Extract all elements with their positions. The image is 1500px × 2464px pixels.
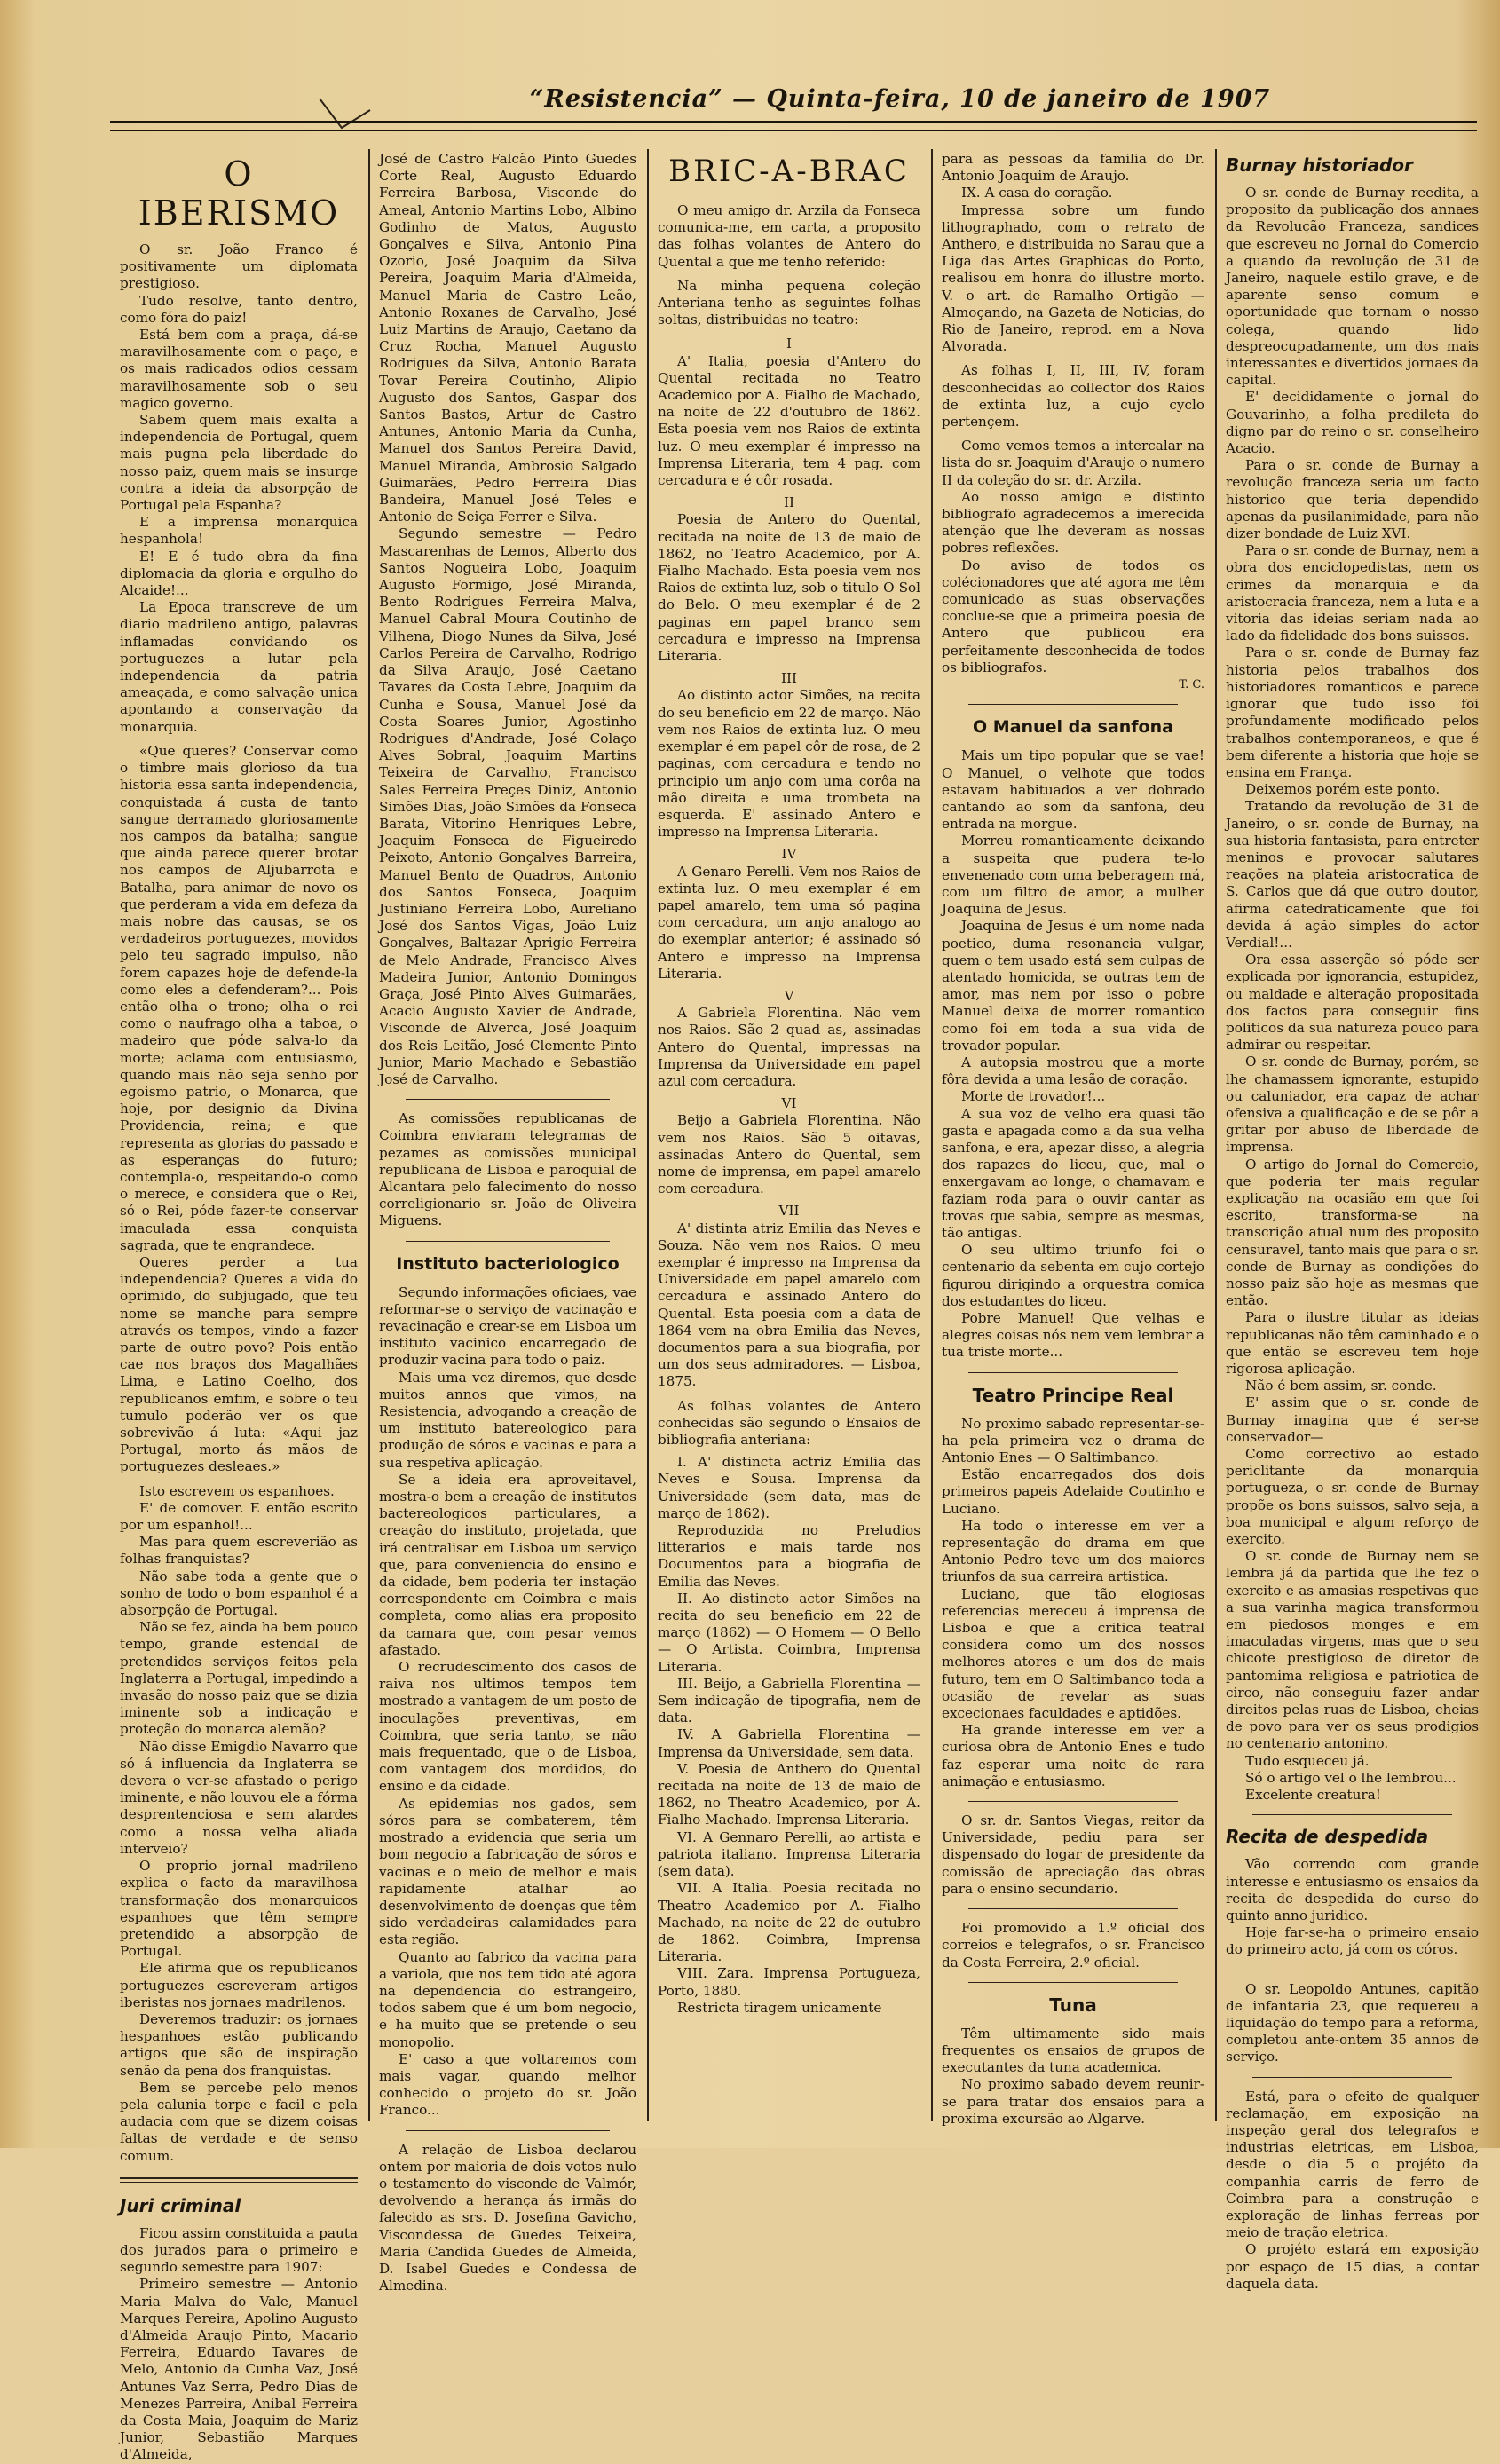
article-heading-juri: Juri criminal xyxy=(120,2194,241,2216)
paragraph: Para o sr. conde de Burnay a revolução franceza seria um facto historico que teria dependido apenas da pusilanimidade, para não dizer bondade de Luiz XVI. xyxy=(1226,457,1479,542)
paragraph: Segundo informações oficiaes, vae reformar-se o serviço de vacinação e revacinação e crear-se em Lisboa um instituto vacinico encarregado de produzir vacina para todo o paiz. xyxy=(379,1283,636,1369)
roman-numeral: VII xyxy=(778,1203,800,1220)
paragraph: Mas para quem escreverião as folhas franquistas? xyxy=(120,1534,358,1568)
section-divider xyxy=(968,704,1178,705)
list-item: Reproduzida no Preludios litterarios e mais tarde nos Documentos para a biografia de Emilia das Neves. xyxy=(658,1522,920,1590)
column-3 xyxy=(658,151,920,2121)
paragraph: Quanto ao fabrico da vacina para a variola, que nos tem tido até agora na dependencia do estrangeiro, todos sabem que é um bom negocio, e ha muito que se pretende o seu monopolio. xyxy=(379,1948,636,2050)
paragraph: Morte de trovador!... xyxy=(961,1088,1106,1105)
paragraph: Se a ideia era aproveitavel, mostra-o bem a creação de institutos bactereologicos particulares, a creação do instituto, projetada, que irá centralisar em Lisboa um serviço que, para conveniencia do ensino e da cidade, bem poderia ter instação correspondente em Coimbra e mais completa, como alias era proposito da camara que, com pesar vemos afastado. xyxy=(379,1471,636,1658)
roman-numeral: III xyxy=(781,670,797,687)
paragraph: E' caso a que voltaremos com mais vagar, quando melhor conhecido o projeto do sr. João Franco... xyxy=(379,2050,636,2119)
column-divider xyxy=(368,149,370,2121)
list-item: VIII. Zara. Imprensa Portugueza, Porto, 1880. xyxy=(658,1965,920,1999)
paragraph: O artigo do Jornal do Comercio, que poderia ter mais regular explicação na ocasião em que foi escrito, transforma-se na transcrição atual num des proposito censuravel, tanto mais que para o sr. conde de Burnay as condições do nosso paiz são hoje as mesmas que então. xyxy=(1226,1156,1479,1309)
paragraph: Ele afirma que os republicanos portuguezes escreveram artigos iberistas nos jornaes madrilenos. xyxy=(120,1960,358,2010)
paragraph: Isto escrevem os espanhoes. xyxy=(139,1482,335,1499)
roman-numeral: V xyxy=(784,987,794,1004)
paragraph: Como vemos temos a intercalar na lista do sr. Joaquim d'Araujo o numero II da coleção do sr. dr. Arzila. xyxy=(942,438,1204,488)
paragraph: O seu ultimo triunfo foi o centenario da sebenta em cujo cortejo figurou dirigindo a orquestra comica dos estudantes do liceu. xyxy=(942,1242,1204,1309)
paragraph: José de Castro Falcão Pinto Guedes Corte Real, Augusto Eduardo Ferreira Barbosa, Visconde do Ameal, Antonio Martins Lobo, Albino Godinho de Matos, Augusto Gonçalves e Silva, Antonio Pina Ozorio, José Joaquim da Silva Pereira, Joaquim Maria d'Almeida, Manuel Maria de Castro Leão, Antonio Roxanes de Carvalho, José Luiz Martins de Araujo, Caetano da Cruz Rocha, Manuel Augusto Rodrigues da Silva, Antonio Barata Tovar Pereira Coutinho, Alipio Augusto dos Santos, Gaspar dos Santos Bastos, Artur de Castro Antunes, Antonio Maria da Cunha, Manuel dos Santos Pereira David, Manuel Miranda, Ambrosio Salgado Guimarães, Pedro Ferreira Dias Bandeira, Manuel José Teles e Antonio de Seiça Ferrer e Silva. xyxy=(379,151,636,525)
paragraph: Está, para o efeito de qualquer reclamação, em exposição na inspeção geral dos telegrafos e industrias eletricas, em Lisboa, desde o dia 5 o projéto da companhia carris de ferro de Coimbra para a construção e exploração de linhas ferreas por meio de tração eletrica. xyxy=(1226,2088,1479,2241)
article-heading-teatro: Teatro Principe Real xyxy=(972,1384,1174,1406)
paragraph: Tratando da revolução de 31 de Janeiro, o sr. conde de Burnay, na sua historia fantasista, para entreter meninos e provocar salutares reações na plateia aristocratica de S. Carlos que dá que outro doutor, afirma catedraticamente que foi devida á ação simples do actor Verdial!... xyxy=(1226,798,1479,951)
list-item: II. Ao distincto actor Simões na recita do seu beneficio em 22 de março (1862) — O Homem — O Bello — O Artista. Coimbra, Imprensa Literaria. xyxy=(658,1590,920,1675)
paragraph: As folhas volantes de Antero conhecidas são segundo o Ensaios de bibliografia anteriana: xyxy=(658,1397,920,1449)
section-divider xyxy=(1252,2077,1452,2078)
paragraph: A autopsia mostrou que a morte fôra devida a uma lesão de coração. xyxy=(942,1054,1204,1088)
paragraph: Para o sr. conde de Burnay faz historia pelos trabalhos dos historiadores romanticos e parece ignorar que tudo isso foi profundamente modificado pelos trabalhos contemporaneos, e que é bem diferente a historia que hoje se ensina em França. xyxy=(1226,644,1479,780)
article-heading-bric-a-brac: BRIC-A-BRAC xyxy=(668,154,910,189)
paragraph: Morreu romanticamente deixando a suspeita que pudera te-lo envenenado com uma beberagem má, com um filtro de amor, a mulher Joaquina de Jesus. xyxy=(942,833,1204,918)
paragraph: O sr. conde de Burnay, porém, se lhe chamassem ignorante, estupido ou caluniador, era capaz de achar ofensiva a qualificação e de se pôr a gritar por abuso de liberdade de imprensa. xyxy=(1226,1054,1479,1156)
paragraph: «Que queres? Conservar como o timbre mais glorioso da tua historia essa santa independencia, conquistada á custa de tanto sangue derramado gloriosamente nos campos da batalha; sangue que ainda parece querer brotar nos campos de Aljubarrota e Batalha, para animar de novo os que perderam a vida em defeza da mais nobre das causas, se os verdadeiros portuguezes, movidos pelo teu sagrado impulso, não forem capazes hoje de defende-la como eles a defenderam?... Pois então olha o trono; olha o rei como o naufrago olha a taboa, o madeiro que póde salva-lo da morte; aclama com entusiasmo, quando mais não seja senho por egoismo patrio, o Monarca, que hoje, por designio da Divina Providencia, reina; e que representa as glorias do passado e as esperanças do futuro; contempla-o, respeitando-o como o merece, e considera que o Rei, só o Rei, póde fazer-te conservar imaculada essa conquista sagrada, que te engrandece. xyxy=(120,742,358,1253)
paragraph: Ficou assim constituida a pauta dos jurados para o primeiro e segundo semestre para 1907: xyxy=(120,2224,358,2276)
paragraph: Não é bem assim, sr. conde. xyxy=(1245,1378,1437,1394)
paragraph: Tudo esqueceu já. xyxy=(1245,1752,1370,1769)
column-4 xyxy=(942,151,1204,2127)
paragraph: Tudo resolve, tanto dentro, como fóra do paiz! xyxy=(120,292,358,326)
paragraph: Poesia de Antero do Quental, recitada na noite de 13 de maio de 1862, no Teatro Academico, por A. Fialho Machado. Esta poesia vem nos Raios de extinta luz, sob o titulo O Sol do Belo. O meu exemplar é de 2 paginas em papel branco sem cercadura e impresso na Imprensa Literaria. xyxy=(658,511,920,665)
paragraph: O meu amigo dr. Arzila da Fonseca comunica-me, em carta, a proposito das folhas volantes de Antero do Quental a que me tenho referido: xyxy=(658,202,920,270)
paragraph: Deixemos porém este ponto. xyxy=(1245,781,1441,798)
section-divider xyxy=(406,2130,610,2131)
paragraph: E' decididamente o jornal do Gouvarinho, a folha predileta do digno par do reino o sr. conselheiro Acacio. xyxy=(1226,389,1479,457)
paragraph: Luciano, que tão elogiosas referencias mereceu á imprensa de Lisboa e que a critica teatral considera como um dos nossos melhores atores e um dos de mais futuro, tem em O Saltimbanco toda a ocasião de revelar as suas excecionaes faculdades e aptidões. xyxy=(942,1585,1204,1722)
paragraph: Na minha pequena coleção Anteriana tenho as seguintes folhas soltas, distribuidas no teatro: xyxy=(658,277,920,328)
paragraph: E! E é tudo obra da fina diplomacia da gloria e orgulho do Alcaide!... xyxy=(120,548,358,599)
list-item: I. A' distincta actriz Emilia das Neves e Sousa. Imprensa da Universidade (sem data, mas de março de 1862). xyxy=(658,1454,920,1521)
paragraph: Estão encarregados dos dois primeiros papeis Adelaide Coutinho e Luciano. xyxy=(942,1466,1204,1517)
column-5 xyxy=(1226,151,1479,2292)
paragraph: O sr. dr. Santos Viegas, reitor da Universidade, pediu para ser dispensado do logar de presidente da comissão de apreciação das obras para o ensino secundario. xyxy=(942,1812,1204,1897)
paragraph: Hoje far-se-ha o primeiro ensaio do primeiro acto, já com os córos. xyxy=(1226,1924,1479,1958)
paragraph: A Gabriela Florentina. Não vem nos Raios. São 2 quad as, assinadas Antero do Quental, impressas na Imprensa da Universidade em papel azul com cercadura. xyxy=(658,1005,920,1089)
list-item: III. Beijo, a Gabriella Florentina — Sem indicação de tipografia, nem de data. xyxy=(658,1675,920,1726)
paragraph: Para o sr. conde de Burnay, nem a obra dos enciclopedistas, nem os crimes da monarquia e da aristocracia franceza, nem a luta e a vitoria das ideias seriam nada ao lado da fidelidade dos bons suissos. xyxy=(1226,542,1479,644)
paragraph: Do aviso de todos os colécionadores que até agora me têm comunicado as suas observações conclue-se que a primeira poesia de Antero que publicou era perfeitamente desconhecida de todos os bibliografos. xyxy=(942,557,1204,675)
paragraph: Bem se percebe pelo menos pela calunia torpe e facil e pela audacia com que se dizem coisas faltas de verdade e de senso comum. xyxy=(120,2079,358,2164)
paragraph: Joaquina de Jesus é um nome nada poetico, duma resonancia vulgar, quem o tem usado está sem culpas de atentado homicida, se outras tem de amor, mas nem por isso o pobre Manuel deixa de morrer romantico como foi em toda a sua vida de trovador popular. xyxy=(942,918,1204,1054)
paragraph: Não se fez, ainda ha bem pouco tempo, grande estendal de pretendidos serviços feitos pela Inglaterra a Portugal, impedindo a invasão do nosso paiz que se dizia iminente sob a indicação e proteção do monarca alemão? xyxy=(120,1619,358,1738)
paragraph: La Epoca transcreve de um diario madrileno antigo, palavras inflamadas convidando os portuguezes a lutar pela independencia da patria ameaçada, e como salvação unica apontando a conservação da monarquia. xyxy=(120,599,358,735)
list-item: VI. A Gennaro Perelli, ao artista e patriota italiano. Imprensa Literaria (sem data). xyxy=(658,1828,920,1880)
roman-numeral: I xyxy=(786,336,792,352)
paragraph: O sr. Leopoldo Antunes, capitão de infantaria 23, que requereu a liquidação do tempo para a reforma, completou ante-ontem 35 annos de serviço. xyxy=(1226,1980,1479,2065)
paragraph: O projéto estará em exposição por espaço de 15 dias, a contar daquela data. xyxy=(1226,2241,1479,2292)
paragraph: Segundo semestre — Pedro Mascarenhas de Lemos, Alberto dos Santos Nogueira Lobo, Joaquim Augusto Formigo, José Miranda, Bento Rodrigues Ferreira Malva, Manuel Cabral Moura Coutinho de Vilhena, Diogo Nunes da Silva, José Carlos Pereira de Carvalho, Rodrigo da Silva Araujo, José Caetano Tavares da Costa Lebre, Joaquim da Cunha e Sousa, Manuel José da Costa Soares Junior, Agostinho Rodrigues d'Andrade, José Colaço Alves Sobral, Joaquim Martins Teixeira de Carvalho, Francisco Sales Ferreira Preçes Diniz, Antonio Simões Dias, João Simões da Fonseca Barata, Vitorino Henriques Lebre, Joaquim Fonseca de Figueiredo Peixoto, Antonio Gonçalves Barreira, Manuel Bento de Quadros, Antonio dos Santos Fonseca, Joaquim Justiniano Ferreira Lobo, Aureliano José dos Santos Vigas, João Luiz Gonçalves, Baltazar Aprigio Ferreira de Melo Andrade, Francisco Alves Madeira Junior, Antonio Domingos Graça, José Pinto Alves Guimarães, Acacio Augusto Xavier de Andrade, Visconde de Alverca, José Joaquim dos Reis Leitão, José Clemente Pinto Junior, Mario Machado e Sebastião José de Carvalho. xyxy=(379,525,636,1087)
paragraph: Está bem com a praça, dá-se maravilhosamente com o paço, e os mais radicados odios cessam maravilhosamente sob o seu magico governo. xyxy=(120,327,358,411)
paragraph: Queres perder a tua independencia? Queres a vida do oprimido, do subjugado, que teu nome se manche para sempre através os tempos, vindo a fazer parte de outro povo? Pois então cae nos braços dos Magalhães Lima, e Latino Coelho, dos republicanos emfim, e sobre o teu tumulo poderão ver os que sobrevivão á luta: «Aqui jaz Portugal, morto ás mãos de portuguezes desleaes.» xyxy=(120,1253,358,1475)
article-heading-instituto: Instituto bacteriologico xyxy=(396,1253,620,1274)
paragraph: Como correctivo ao estado periclitante da monarquia portugueza, o sr. conde de Burnay propõe os bons suissos, salvo seja, a boa municipal e algum reforço de exercito. xyxy=(1226,1446,1479,1548)
paragraph: Excelente creatura! xyxy=(1245,1787,1381,1804)
paragraph: As comissões republicanas de Coimbra enviaram telegramas de pezames as comissões municipal republicana de Lisboa e paroquial de Alcantara pelo falecimento do nosso correligionario sr. João de Oliveira Miguens. xyxy=(379,1110,636,1229)
paragraph: Impressa sobre um fundo lithographado, com o retrato de Anthero, e distribuida no Sarau que a Liga das Artes Graphicas do Porto, realisou em honra do illustre morto. V. o art. de Ramalho Ortigão — Almoçando, na Gazeta de Noticias, do Rio de Janeiro, reprod. em a Nova Alvorada. xyxy=(942,201,1204,355)
paragraph: O sr. João Franco é positivamente um diplomata prestigioso. xyxy=(120,241,358,292)
roman-numeral: IV xyxy=(781,846,797,863)
signature: T. C. xyxy=(1179,678,1204,692)
list-item: IV. A Gabriella Florentina — Imprensa da Universidade, sem data. xyxy=(658,1726,920,1760)
paragraph: Pobre Manuel! Que velhas e alegres coisas nós nem vem lembrar a tua triste morte... xyxy=(942,1310,1204,1361)
paragraph: Ha todo o interesse em ver a representação do drama em que Antonio Pedro teve um dos maiores triunfos da sua carreira artistica. xyxy=(942,1517,1204,1585)
article-heading-iberismo: O IBERISMO xyxy=(138,154,340,233)
section-divider xyxy=(1252,1814,1452,1815)
column-divider xyxy=(1215,149,1217,2121)
column-divider xyxy=(931,149,933,2121)
paragraph: para as pessoas da familia do Dr. Antonio Joaquim de Araujo. xyxy=(942,151,1204,185)
paragraph: O recrudescimento dos casos de raiva nos ultimos tempos tem mostrado a vantagem de um posto de inoculações preventivas, em Coimbra, que seria tanto, se não mais frequentado, que o de Lisboa, com vantagem dos mordidos, do ensino e da cidade. xyxy=(379,1659,636,1795)
section-divider xyxy=(968,1801,1178,1802)
masthead-rule xyxy=(110,121,1477,131)
paragraph: Não sabe toda a gente que o sonho de todo o bom espanhol é a absorpção de Portugal. xyxy=(120,1568,358,1619)
paragraph: As folhas I, II, III, IV, foram desconhecidas ao collector dos Raios de extinta luz, a cujo cyclo pertençem. xyxy=(942,362,1204,430)
paragraph: No proximo sabado devem reunir-se para tratar dos ensaios para a proxima excursão ao Algarve. xyxy=(942,2076,1204,2127)
section-divider xyxy=(968,1982,1178,1983)
paragraph: Vão correndo com grande interesse e entusiasmo os ensaios da recita de despedida do curso do quinto anno juridico. xyxy=(1226,1856,1479,1923)
paragraph: A' Italia, poesia d'Antero do Quental recitada no Teatro Academico por A. Fialho de Machado, na noite de 22 d'outubro de 1862. Esta poesia vem nos Raios de extinta luz. O meu exemplar é impresso na Imprensa Literaria, tem 4 pag. com cercadura e é côr rosada. xyxy=(658,352,920,489)
paragraph: Mais uma vez diremos, que desde muitos annos que vimos, na Resistencia, advogando a creação de um instituto batereologico para produção de sóros e vacinas e para a sua respetiva aplicação. xyxy=(379,1369,636,1471)
section-divider xyxy=(406,1241,610,1242)
paragraph: A sua voz de velho era quasi tão gasta e apagada como a da sua velha sanfona, e era, apezar disso, a alegria dos rapazes do liceu, que, mal o enxergavam ao longe, o chamavam e faziam roda para o ouvir cantar as trovas que sabia, sempre as mesmas, tão antigas. xyxy=(942,1105,1204,1241)
paragraph: Restricta tiragem unicamente xyxy=(677,1999,882,2016)
paragraph: Primeiro semestre — Antonio Maria Malva do Vale, Manuel Marques Pereira, Apolino Augusto d'Almeida Araujo Pinto, Macario Ferreira, Eduardo Tavares de Melo, Antonio da Cunha Vaz, José Antunes Vaz Serra, Pedro Dias de Menezes Parreira, Anibal Ferreira da Costa Maia, Joaquim de Mariz Junior, Sebastião Marques d'Almeida, xyxy=(120,2276,358,2463)
paragraph: A Genaro Perelli. Vem nos Raios de extinta luz. O meu exemplar é em papel amarelo, tem uma só pagina com cercadura, um anjo analogo ao do exemplar anterior; é assinado só Antero e impresso na Imprensa Literaria. xyxy=(658,863,920,982)
paragraph: Ao nosso amigo e distinto bibliografo agradecemos a imerecida atenção que lhe deveram as nossas pobres reflexões. xyxy=(942,488,1204,557)
paragraph: As epidemias nos gados, sem sóros para se combaterem, têm mostrado a evidencia que seria um bom negocio a fabricação de sóros e vacinas e o meio de melhor e mais rapidamente atalhar ao desenvolvimento de doenças que têm sido verdadeiras calamidades para esta região. xyxy=(379,1795,636,1948)
section-divider xyxy=(968,1372,1178,1373)
paragraph: Deveremos traduzir: os jornaes hespanhoes estão publicando artigos que são de inspiração senão da pena dos franquistas. xyxy=(120,2010,358,2079)
list-item: VII. A Italia. Poesia recitada no Theatro Academico por A. Fialho Machado, na noite de 22 de outubro de 1862. Coimbra, Imprensa Literaria. xyxy=(658,1880,920,1965)
article-heading-tuna: Tuna xyxy=(1049,1994,1097,2016)
roman-numeral: II xyxy=(784,494,794,511)
section-divider xyxy=(120,2177,358,2183)
column-1 xyxy=(120,151,358,2463)
paragraph: Sabem quem mais exalta a independencia de Portugal, quem mais pugna pela liberdade do nosso paiz, quem mais se insurge contra a ideia da absorpção de Portugal pela Espanha? xyxy=(120,412,358,514)
masthead xyxy=(110,85,1477,130)
paragraph: E' de comover. E então escrito por um espanhol!... xyxy=(120,1499,358,1534)
paragraph: Foi promovido a 1.º oficial dos correios e telegrafos, o sr. Francisco da Costa Ferreira, 2.º oficial. xyxy=(942,1920,1204,1970)
paragraph: Não disse Emigdio Navarro que só á influencia da Inglaterra se devera o ver-se afastado o perigo iminente, e não louvou ele a fórma desprentenciosa e sem alardes como a nossa velha aliada interveio? xyxy=(120,1738,358,1857)
article-heading-recita: Recita de despedida xyxy=(1226,1826,1429,1848)
article-heading-burnay: Burnay historiador xyxy=(1226,154,1413,176)
paragraph: Têm ultimamente sido mais frequentes os ensaios de grupos de executantes da tuna academica. xyxy=(942,2025,1204,2076)
column-2 xyxy=(379,151,636,2294)
paragraph: Ha grande interesse em ver a curiosa obra de Antonio Enes e tudo faz esperar uma noite de rara animação e entusiasmo. xyxy=(942,1722,1204,1789)
paragraph: A relação de Lisboa declarou ontem por maioria de dois votos nulo o testamento do visconde de Valmór, devolvendo a herança ás irmãs do falecido as srs. D. Josefina Gavicho, Viscondessa de Guedes Teixeira, Maria Candida Guedes de Almeida, D. Isabel Guedes e Condessa de Almedina. xyxy=(379,2141,636,2294)
paragraph: Para o ilustre titular as ideias republicanas não têm caminhado e o que então se escreveu tem hoje rigorosa aplicação. xyxy=(1226,1309,1479,1378)
paragraph: Só o artigo vel o lhe lembrou... xyxy=(1245,1769,1457,1786)
paragraph: O proprio jornal madrileno explica o facto da maravilhosa transformação dos monarquicos espanhoes que têm sempre pretendido a absorpção de Portugal. xyxy=(120,1858,358,1960)
masthead-title: “Resistencia” — Quinta-feira, 10 de janeiro de 1907 xyxy=(529,85,1271,113)
list-item: V. Poesia de Anthero do Quental recitada na noite de 13 de maio de 1862, no Theatro Academico, por A. Fialho Machado. Imprensa Literaria. xyxy=(658,1760,920,1828)
paragraph: Mais um tipo popular que se vae! O Manuel, o velhote que todos estavam habituados a ver dobrado cantando ao som da sanfona, deu entrada na morgue. xyxy=(942,747,1204,833)
list-item: IX. A casa do coração. xyxy=(961,185,1113,201)
section-divider xyxy=(968,1908,1178,1909)
paragraph: No proximo sabado representar-se-ha pela primeira vez o drama de Antonio Enes — O Saltimbanco. xyxy=(942,1415,1204,1466)
paragraph: Ora essa asserção só póde ser explicada por ignorancia, estupidez, ou maldade e alteração propositada dos factos para conseguir fins politicos da sua natureza pouco para admirar ou respeitar. xyxy=(1226,952,1479,1054)
paragraph: A' distinta atriz Emilia das Neves e Souza. Não vem nos Raios. O meu exemplar é impresso na Imprensa da Universidade em papel amarelo com cercadura e assinado Antero do Quental. Esta poesia com a data de 1864 vem na obra Emilia das Neves, documentos para a sua biografia, por um dos seus admiradores. — Lisboa, 1875. xyxy=(658,1220,920,1390)
roman-numeral: VI xyxy=(781,1095,797,1112)
column-divider xyxy=(647,149,649,2121)
paragraph: E' assim que o sr. conde de Burnay imagina que é ser-se conservador— xyxy=(1226,1394,1479,1445)
paragraph: O sr. conde de Burnay reedita, a proposito da publicação dos annaes da Revolução Franceza, sandices que escreveu no Jornal do Comercio a quando da revolução de 31 de Janeiro, naquele estilo grave, e de aparente senso comum e oportunidade que tornam o nosso colega, quando lido despreocupadamente, um dos mais interessantes e divertidos jornaes da capital. xyxy=(1226,185,1479,389)
article-heading-manuel: O Manuel da sanfona xyxy=(973,717,1173,738)
paragraph: Beijo a Gabriela Florentina. Não vem nos Raios. São 5 oitavas, assinadas Antero do Quental, sem nome de imprensa, em papel amarelo com cercadura. xyxy=(658,1112,920,1197)
paragraph: O sr. conde de Burnay nem se lembra já da partida que lhe fez o exercito e as amasias respetivas que a sua varinha magica transformou em piedosos monges e em imaculadas virgens, mas que o seu chicote prestigioso de diretor de pantomima religiosa e patriotica de circo, não conseguiu fazer andar direitos pelas ruas de Lisboa, cheias de povo para ver os seus prodigios no centenario antonino. xyxy=(1226,1548,1479,1752)
section-divider xyxy=(406,1099,610,1100)
paragraph: E a imprensa monarquica hespanhola! xyxy=(120,514,358,548)
paragraph: Ao distinto actor Simões, na recita do seu beneficio em 22 de março. Não vem nos Raios de extinta luz. O meu exemplar é em papel côr de rosa, de 2 paginas, com cercadura e tendo no principio um anjo com uma corôa na mão direita e uma trombeta na esquerda. E' assinado Antero e impresso na Imprensa Literaria. xyxy=(658,687,920,841)
